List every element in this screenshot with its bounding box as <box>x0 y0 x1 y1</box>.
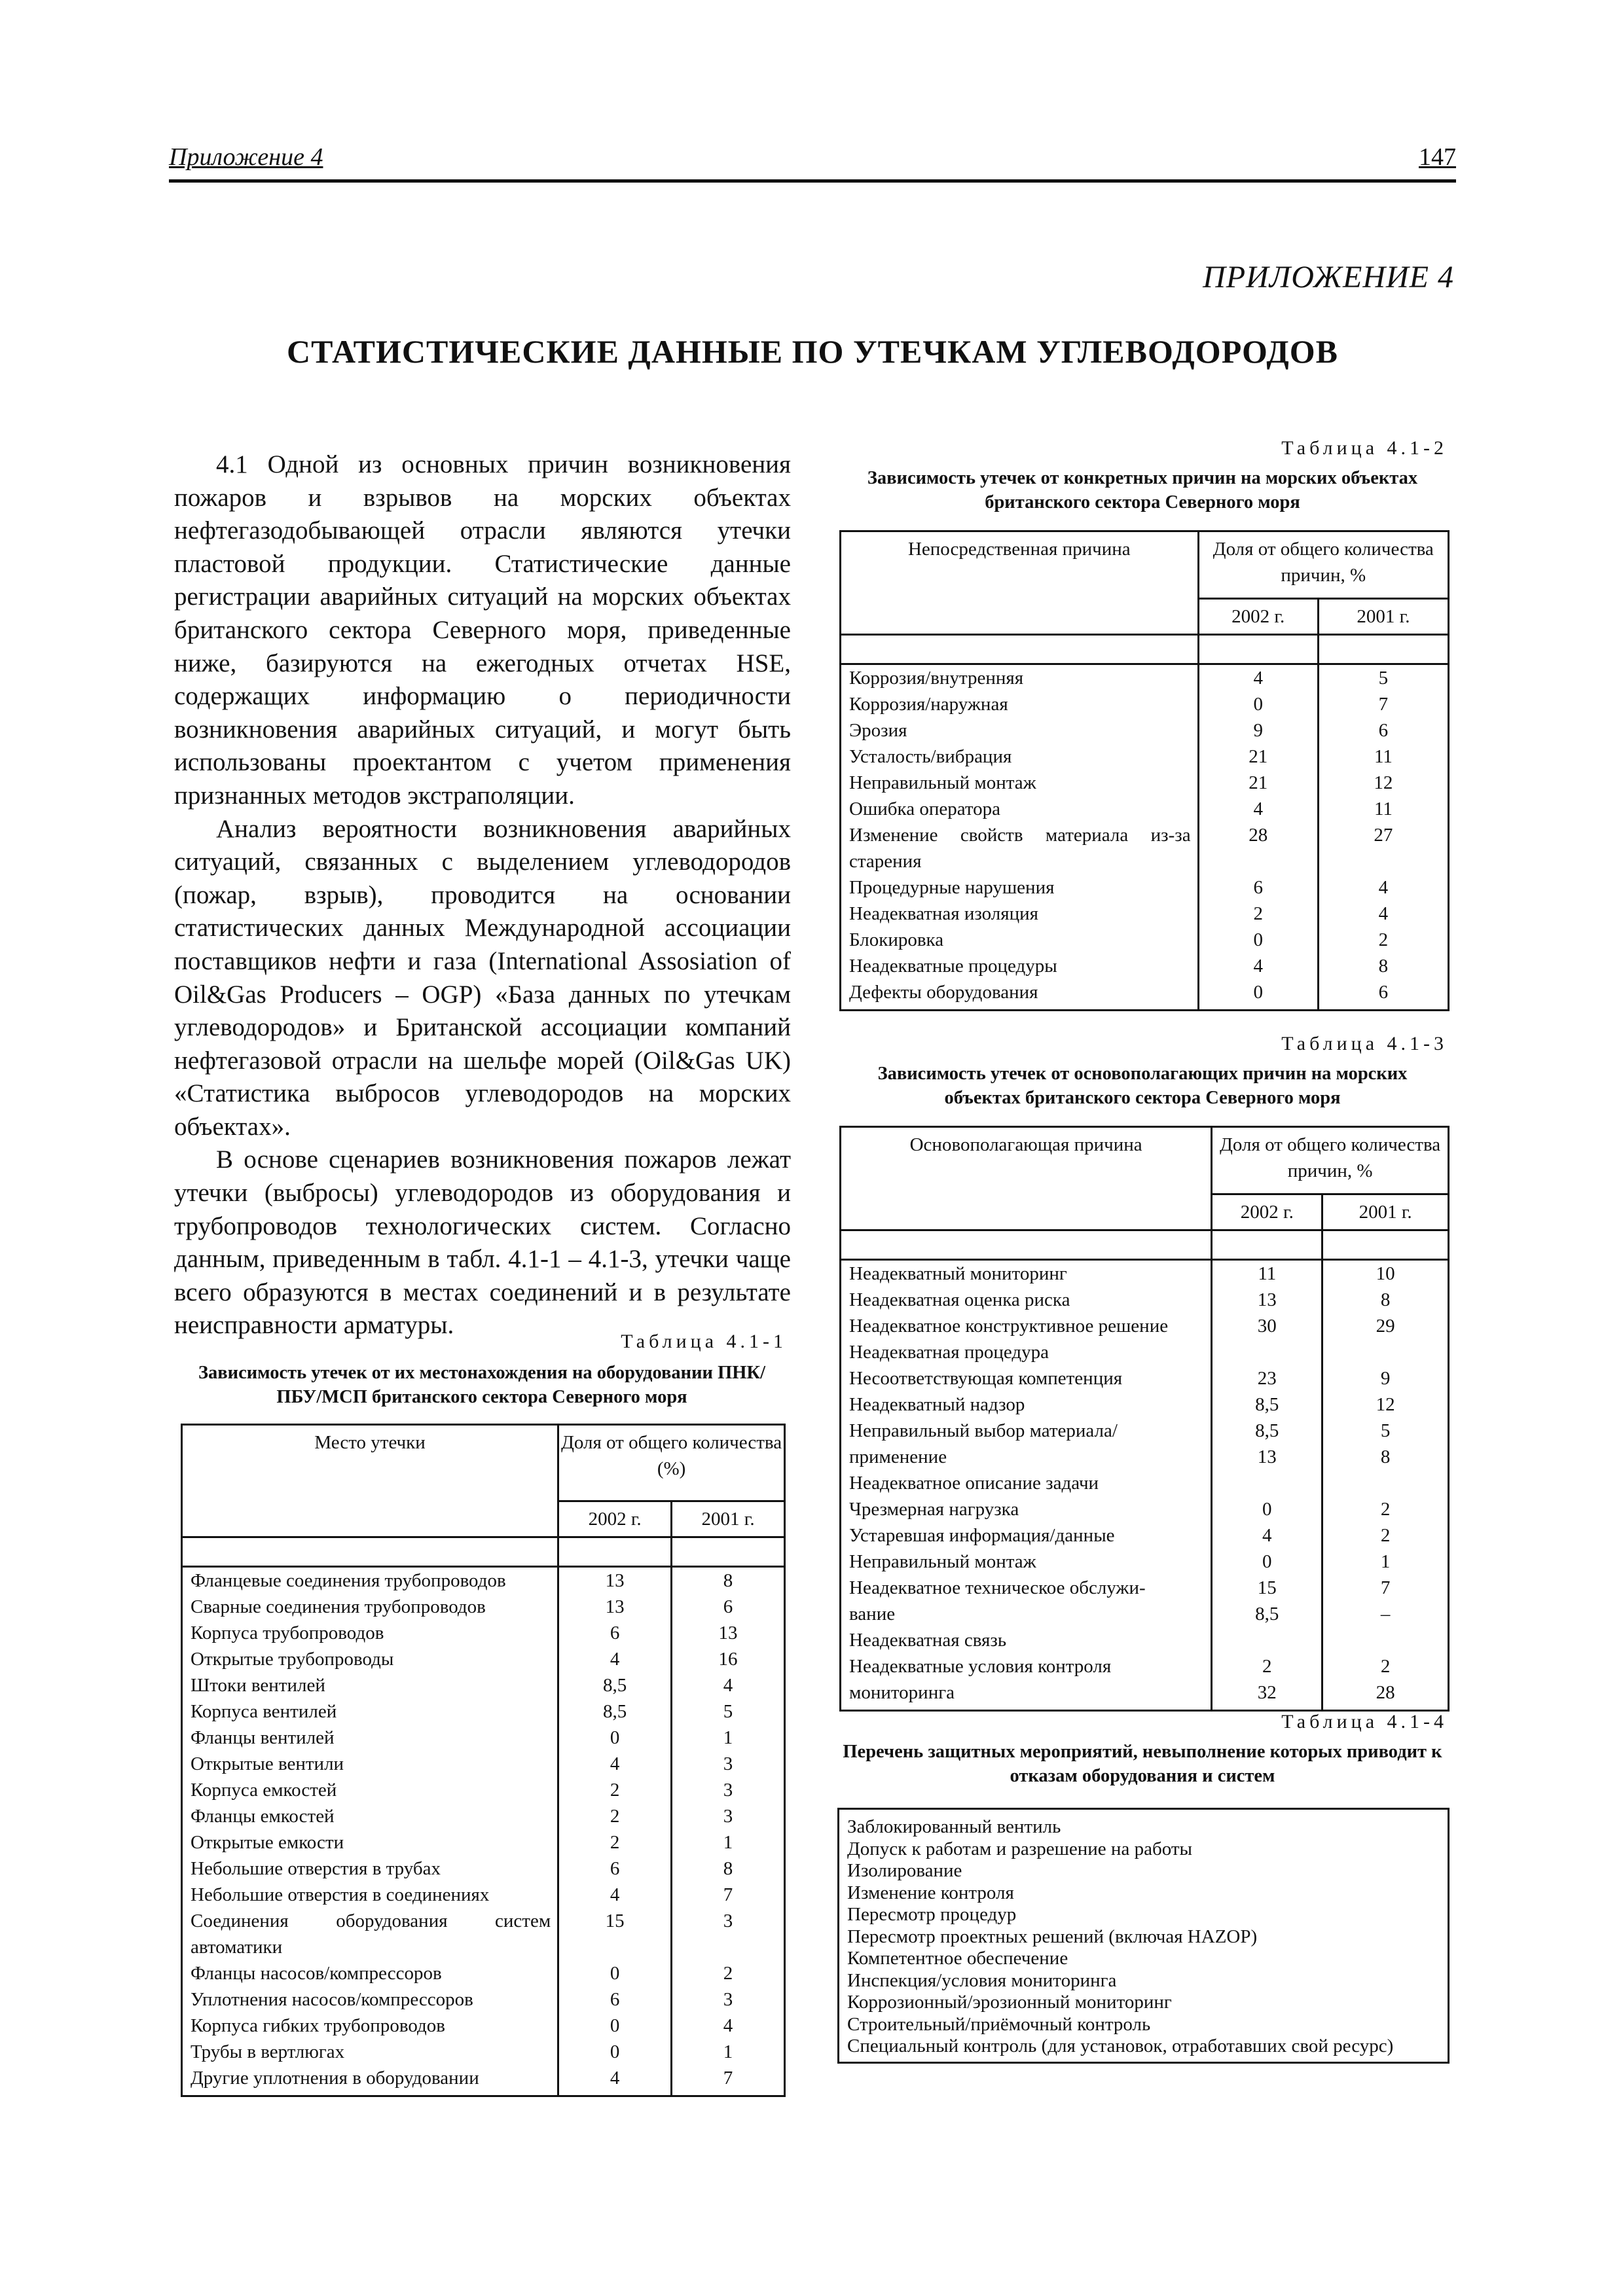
measure-item: Коррозионный/эрозионный мониторинг <box>847 1992 1172 2013</box>
table2-caption: Зависимость утечек от конкретных причин на морских объектах британского сектора Северного моря <box>867 468 1418 512</box>
table1-row-value: 4 <box>610 2068 620 2089</box>
table1-col-2001 <box>672 1567 785 2096</box>
table2-row-label: Изменение свойств материала из-за старения <box>849 825 1191 872</box>
table1-row-value: 6 <box>610 1858 620 1879</box>
table2-row-value: 4 <box>1253 956 1263 977</box>
table3-row-label: Неадекватный надзор <box>849 1394 1025 1415</box>
table1-row-label: Открытые трубопроводы <box>191 1649 394 1670</box>
measure-item: Изменение контроля <box>847 1882 1014 1903</box>
table2-row-label: Ошибка оператора <box>849 798 1000 819</box>
table2-row-label: Блокировка <box>849 929 944 950</box>
table1-row-value: 6 <box>610 1989 620 2010</box>
table3-row-value: 2 <box>1380 1656 1391 1677</box>
table2-row-label: Усталость/вибрация <box>849 746 1012 767</box>
table1-row-value: 4 <box>610 1884 620 1905</box>
paragraph-3: В основе сценариев возникновения пожаров лежат утечки (выбросы) углеводородов из оборудования и трубопроводов технологических систем. Согласно данным, приведенным в табл. 4.1-1 – 4.1-3, утечки чаще всего образуются в местах соединений и в результате неисправности арматуры. <box>174 1145 791 1340</box>
table2-col-causes <box>841 664 1199 1011</box>
cell-padding <box>1319 1005 1448 1009</box>
table1-row-value: 13 <box>718 1623 738 1643</box>
table1-row-value: 13 <box>605 1596 625 1617</box>
appendix-title: ПРИЛОЖЕНИЕ 4 <box>1203 260 1454 295</box>
table1-row-value: 4 <box>723 2015 733 2036</box>
table1-row-value: 2 <box>610 1780 620 1801</box>
table3-row-value: 2 <box>1380 1525 1391 1546</box>
table1-col-2002 <box>558 1567 672 2096</box>
table1-row-value: 15 <box>605 1910 625 1931</box>
table3-row-value: 1 <box>1380 1551 1391 1572</box>
table3 <box>839 1126 1450 1712</box>
table1-row-label: Другие уплотнения в оборудовании <box>191 2068 479 2089</box>
table1-row-label: Соединения оборудования систем автоматики <box>191 1910 551 1958</box>
table2-row-label: Эрозия <box>849 720 907 741</box>
table1-row-label: Фланцы вентилей <box>191 1727 335 1748</box>
table1-row-value: 16 <box>718 1649 738 1670</box>
table1-row-value: 8,5 <box>603 1675 627 1696</box>
table2-row-value: 0 <box>1253 982 1263 1003</box>
table3-row-label: применение <box>849 1446 947 1467</box>
table3-year1: 2002 г. <box>1212 1194 1322 1230</box>
table3-row-value: 30 <box>1257 1316 1277 1336</box>
table1-row-value: 3 <box>723 1989 733 2010</box>
table1-row-value: 2 <box>610 1806 620 1827</box>
table1-row-value: 3 <box>723 1780 733 1801</box>
table2-row-label: Неправильный монтаж <box>849 772 1036 793</box>
table2-row-value: 12 <box>1374 772 1393 793</box>
cell-padding <box>1199 1005 1317 1009</box>
table2-year2: 2001 г. <box>1318 599 1448 635</box>
table3-row-value: – <box>1380 1604 1391 1624</box>
table4-number: Таблица 4.1-4 <box>1281 1711 1448 1732</box>
table3-row-value: 8 <box>1380 1289 1391 1310</box>
measure-item: Заблокированный вентиль <box>847 1816 1061 1837</box>
measure-item: Допуск к работам и разрешение на работы <box>847 1838 1192 1859</box>
table3-row-value <box>1323 1627 1448 1653</box>
table1-row-label: Трубы в вертлюгах <box>191 2041 345 2062</box>
table2-row-value: 21 <box>1249 746 1268 767</box>
table3-row-label: Неправильный монтаж <box>849 1551 1036 1572</box>
table2-row-value: 27 <box>1374 825 1393 846</box>
table3-row-value: 10 <box>1376 1263 1395 1284</box>
table1-row-value: 2 <box>723 1963 733 1984</box>
table1-row-value: 3 <box>723 1910 733 1931</box>
table1-number: Таблица 4.1-1 <box>621 1331 787 1352</box>
table2-col-2001 <box>1318 664 1448 1011</box>
table2-row-value: 0 <box>1253 694 1263 715</box>
table1-caption: Зависимость утечек от их местонахождения на оборудовании ПНК/ПБУ/МСП британского сектора Северного моря <box>198 1363 765 1407</box>
table2-row-label: Дефекты оборудования <box>849 982 1038 1003</box>
table1-row-label: Уплотнения насосов/компрессоров <box>191 1989 473 2010</box>
table3-row-value: 13 <box>1257 1446 1277 1467</box>
table3-col-causes <box>841 1260 1212 1711</box>
table3-row-label: Неправильный выбор материала/ <box>849 1420 1118 1441</box>
table3-row-value: 2 <box>1262 1656 1272 1677</box>
cell-padding <box>841 1706 1211 1710</box>
table3-row-value: 23 <box>1257 1368 1277 1389</box>
table3-row-label: Неадекватная процедура <box>849 1342 1049 1363</box>
table2-row-value: 4 <box>1378 877 1389 898</box>
table3-row-value <box>1213 1627 1321 1653</box>
table3-row-value: 11 <box>1258 1263 1277 1284</box>
table2-row-value: 21 <box>1249 772 1268 793</box>
table3-row-value <box>1323 1339 1448 1365</box>
table1 <box>181 1424 786 2097</box>
table1-row-value: 8 <box>723 1570 733 1591</box>
cell-padding <box>559 2091 670 2095</box>
table3-col-head: Основополагающая причина <box>841 1127 1212 1230</box>
table2-row-label: Процедурные нарушения <box>849 877 1055 898</box>
table2-row-value: 6 <box>1378 982 1389 1003</box>
table3-row-label: Неадекватная связь <box>849 1630 1007 1651</box>
measure-item: Инспекция/условия мониторинга <box>847 1969 1117 1991</box>
table3-share-head: Доля от общего количества причин, % <box>1212 1127 1449 1194</box>
table2-row-value: 4 <box>1253 798 1263 819</box>
table2-row-label: Неадекватные процедуры <box>849 956 1057 977</box>
measure-item: Пересмотр проектных решений (включая HAZOP) <box>847 1926 1258 1947</box>
table1-row-value: 0 <box>610 2015 620 2036</box>
table2-row-value: 5 <box>1378 668 1389 689</box>
table1-row-label: Небольшие отверстия в трубах <box>191 1858 441 1879</box>
table2-row-label: Коррозия/внутренняя <box>849 668 1024 689</box>
measure-item: Специальный контроль (для установок, отработавших свой ресурс) <box>847 2036 1394 2056</box>
measure-item: Пересмотр процедур <box>847 1904 1017 1925</box>
table2-row-value: 11 <box>1374 746 1393 767</box>
table2-row-value: 8 <box>1378 956 1389 977</box>
table3-row-label: Неадекватное конструктивное решение <box>849 1316 1169 1336</box>
table1-row-value: 1 <box>723 1727 733 1748</box>
table3-row-value: 7 <box>1380 1577 1391 1598</box>
table2-year1: 2002 г. <box>1198 599 1318 635</box>
table3-row-value: 2 <box>1380 1499 1391 1520</box>
cell-padding <box>841 1005 1197 1009</box>
table1-row-label: Штоки вентилей <box>191 1675 325 1696</box>
table1-row-value: 8 <box>723 1858 733 1879</box>
table1-row-value: 8,5 <box>603 1701 627 1722</box>
paragraph-2: Анализ вероятности возникновения аварийных ситуаций, связанных с выделением углеводородов (пожар, взрыв), проводится на основании статистических данных Международной ассоциации поставщиков нефти и газа (International Assosiation of Oil&Gas Producers – OGP) «База данных по утечкам углеводородов» и Британской ассоциации компаний нефтегазовой отрасли на шельфе морей (Oil&Gas UK) «Статистика выбросов углеводородов на морских объектах». <box>174 814 791 1141</box>
table1-row-label: Фланцы насосов/компрессоров <box>191 1963 442 1984</box>
table1-row-value: 7 <box>723 2068 733 2089</box>
table3-row-label: Устаревшая информация/данные <box>849 1525 1115 1546</box>
table3-row-value: 8 <box>1380 1446 1391 1467</box>
table3-row-value <box>1213 1470 1321 1496</box>
table3-row-value: 28 <box>1376 1682 1395 1703</box>
table2-row-value: 9 <box>1253 720 1263 741</box>
page-number: 147 <box>1419 143 1456 171</box>
table2-col-head: Непосредственная причина <box>841 531 1199 635</box>
table1-row-value: 0 <box>610 1963 620 1984</box>
table1-col-head: Место утечки <box>182 1425 558 1537</box>
table1-row-label: Небольшие отверстия в соединениях <box>191 1884 490 1905</box>
table3-row-value: 13 <box>1257 1289 1277 1310</box>
cell-padding <box>1323 1706 1448 1710</box>
page-title: СТАТИСТИЧЕСКИЕ ДАННЫЕ ПО УТЕЧКАМ УГЛЕВОДОРОДОВ <box>287 333 1338 370</box>
table1-row-label: Корпуса гибких трубопроводов <box>191 2015 445 2036</box>
table3-col-2001 <box>1322 1260 1449 1711</box>
table2-row-value: 28 <box>1249 825 1268 846</box>
table1-row-value: 3 <box>723 1753 733 1774</box>
table3-row-label: вание <box>849 1604 896 1624</box>
paragraph-1: 4.1 Одной из основных причин возникновения пожаров и взрывов на морских объектах нефтегазодобывающей отрасли являются утечки пластовой продукции. Статистические данные регистрации аварийных ситуаций на морских объектах британского сектора Северного моря, приведенные ниже, базируются на ежегодных отчетах HSE, содержащих информацию о периодичности возникновения аварийных ситуаций, и могут быть использованы проектантом с учетом применения признанных методов экстраполяции. <box>174 450 791 810</box>
measure-item: Изолирование <box>847 1860 962 1881</box>
measure-item: Компетентное обеспечение <box>847 1948 1068 1969</box>
table1-row-value: 4 <box>610 1753 620 1774</box>
table3-row-value: 29 <box>1376 1316 1395 1336</box>
table2-col-2002 <box>1198 664 1318 1011</box>
cell-padding <box>183 2091 557 2095</box>
table1-col-locations <box>182 1567 558 2096</box>
table1-row-value: 3 <box>723 1806 733 1827</box>
table2-row-value: 11 <box>1374 798 1393 819</box>
table3-row-value: 8,5 <box>1255 1394 1279 1415</box>
table1-row-value: 4 <box>610 1649 620 1670</box>
running-header-title: Приложение 4 <box>169 143 323 171</box>
measure-item: Строительный/приёмочный контроль <box>847 2013 1151 2035</box>
table2-share-head: Доля от общего количества причин, % <box>1198 531 1448 599</box>
table1-row-value: 1 <box>723 2041 733 2062</box>
table3-row-value: 8,5 <box>1255 1420 1279 1441</box>
table2 <box>839 530 1450 1011</box>
table3-row-label: мониторинга <box>849 1682 955 1703</box>
table3-row-value: 9 <box>1380 1368 1391 1389</box>
cell-padding <box>672 2091 784 2095</box>
table4-caption: Перечень защитных мероприятий, невыполнение которых приводит к отказам оборудования и систем <box>843 1742 1442 1786</box>
table3-row-label: Неадекватный мониторинг <box>849 1263 1067 1284</box>
table1-share-head: Доля от общего количества (%) <box>558 1425 785 1501</box>
table1-row-label: Фланцы емкостей <box>191 1806 335 1827</box>
table1-row-value: 13 <box>605 1570 625 1591</box>
table3-row-value <box>1213 1339 1321 1365</box>
table1-row-label: Корпуса вентилей <box>191 1701 337 1722</box>
table3-row-value: 32 <box>1257 1682 1277 1703</box>
running-header <box>169 143 1456 183</box>
table3-caption: Зависимость утечек от основополагающих причин на морских объектах британского сектора Северного моря <box>877 1064 1408 1108</box>
table3-col-2002 <box>1212 1260 1322 1711</box>
table3-row-label: Неадекватные условия контроля <box>849 1656 1112 1677</box>
table1-row-label: Фланцевые соединения трубопроводов <box>191 1570 506 1591</box>
table1-row-value: 6 <box>610 1623 620 1643</box>
table1-row-label: Корпуса емкостей <box>191 1780 337 1801</box>
table1-row-value: 5 <box>723 1701 733 1722</box>
table2-row-value: 4 <box>1253 668 1263 689</box>
table3-year2: 2001 г. <box>1322 1194 1449 1230</box>
table2-row-label: Коррозия/наружная <box>849 694 1008 715</box>
table2-row-label: Неадекватная изоляция <box>849 903 1038 924</box>
table2-row-value: 7 <box>1378 694 1389 715</box>
table3-row-value: 0 <box>1262 1551 1272 1572</box>
table1-row-value: 0 <box>610 1727 620 1748</box>
table3-row-label: Чрезмерная нагрузка <box>849 1499 1019 1520</box>
table1-year1: 2002 г. <box>558 1501 672 1537</box>
table2-row-value: 2 <box>1378 929 1389 950</box>
table3-row-value: 12 <box>1376 1394 1395 1415</box>
table1-row-label: Открытые вентили <box>191 1753 344 1774</box>
table1-row-label: Сварные соединения трубопроводов <box>191 1596 486 1617</box>
table3-row-value: 15 <box>1257 1577 1277 1598</box>
table3-row-value <box>1323 1470 1448 1496</box>
table3-row-value: 4 <box>1262 1525 1272 1546</box>
body-text <box>174 448 791 1342</box>
table3-row-label: Неадекватное техническое обслужи- <box>849 1577 1146 1598</box>
table3-row-label: Неадекватная оценка риска <box>849 1289 1070 1310</box>
table2-row-value: 6 <box>1253 877 1263 898</box>
table1-year2: 2001 г. <box>672 1501 785 1537</box>
table3-row-label: Неадекватное описание задачи <box>849 1473 1099 1494</box>
table1-row-label: Открытые емкости <box>191 1832 344 1853</box>
table3-row-value: 0 <box>1262 1499 1272 1520</box>
table1-row-label: Корпуса трубопроводов <box>191 1623 384 1643</box>
table2-number: Таблица 4.1-2 <box>1281 437 1448 459</box>
cell-padding <box>1213 1706 1321 1710</box>
table1-row-value: 7 <box>723 1884 733 1905</box>
table1-row-value: 4 <box>723 1675 733 1696</box>
table1-row-value: 2 <box>610 1832 620 1853</box>
table4-measures-list <box>837 1808 1450 2064</box>
table2-row-value: 0 <box>1253 929 1263 950</box>
table1-row-value: 0 <box>610 2041 620 2062</box>
table2-row-value: 6 <box>1378 720 1389 741</box>
table3-number: Таблица 4.1-3 <box>1281 1033 1448 1054</box>
table1-row-value: 1 <box>723 1832 733 1853</box>
table2-row-value: 4 <box>1378 903 1389 924</box>
table3-row-value: 5 <box>1380 1420 1391 1441</box>
table3-row-label: Несоответствующая компетенция <box>849 1368 1123 1389</box>
table1-row-value: 6 <box>723 1596 733 1617</box>
table3-row-value: 8,5 <box>1255 1604 1279 1624</box>
table2-row-value: 2 <box>1253 903 1263 924</box>
